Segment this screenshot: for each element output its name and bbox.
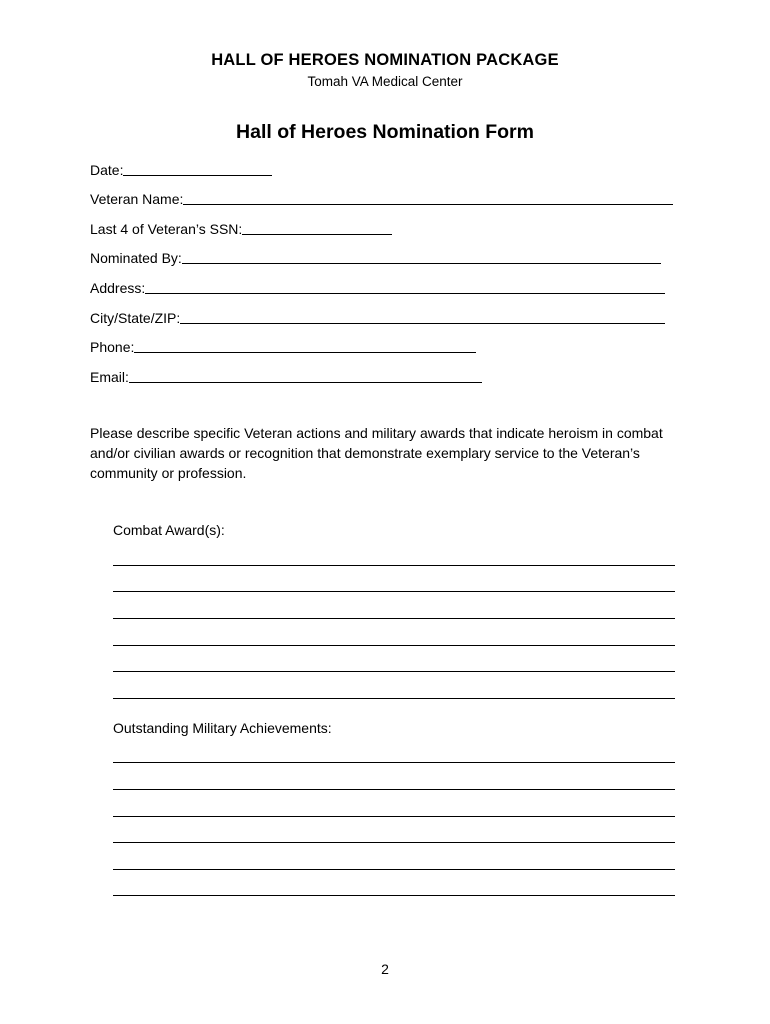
ssn-last4-label: Last 4 of Veteran’s SSN: [90, 221, 243, 237]
email-field[interactable] [90, 365, 482, 385]
email-label: Email: [90, 369, 129, 385]
city-state-zip-input-line[interactable] [180, 323, 665, 324]
nominated-by-field[interactable] [90, 246, 661, 266]
combat-awards-line-5[interactable] [113, 671, 675, 672]
city-state-zip-field[interactable] [90, 306, 665, 326]
ssn-last4-field[interactable] [90, 217, 392, 237]
veteran-name-label: Veteran Name: [90, 191, 184, 207]
city-state-zip-label: City/State/ZIP: [90, 310, 181, 326]
ssn-last4-input-line[interactable] [242, 234, 392, 235]
military-achievements-line-1[interactable] [113, 762, 675, 763]
combat-awards-line-2[interactable] [113, 591, 675, 592]
phone-label: Phone: [90, 339, 135, 355]
date-input-line[interactable] [123, 175, 272, 176]
phone-input-line[interactable] [134, 352, 476, 353]
page-number: 2 [381, 961, 389, 977]
combat-awards-line-4[interactable] [113, 645, 675, 646]
military-achievements-line-3[interactable] [113, 816, 675, 817]
email-input-line[interactable] [129, 382, 482, 383]
address-input-line[interactable] [145, 293, 665, 294]
address-field[interactable] [90, 276, 665, 296]
veteran-name-input-line[interactable] [183, 204, 673, 205]
combat-awards-label: Combat Award(s): [113, 522, 225, 538]
package-title: HALL OF HEROES NOMINATION PACKAGE [211, 51, 559, 69]
form-title: Hall of Heroes Nomination Form [236, 121, 534, 143]
military-achievements-line-6[interactable] [113, 895, 675, 896]
date-label: Date: [90, 162, 124, 178]
military-achievements-line-5[interactable] [113, 869, 675, 870]
package-subtitle: Tomah VA Medical Center [307, 74, 463, 89]
phone-field[interactable] [90, 335, 476, 355]
combat-awards-line-1[interactable] [113, 565, 675, 566]
combat-awards-line-3[interactable] [113, 618, 675, 619]
military-achievements-line-2[interactable] [113, 789, 675, 790]
address-label: Address: [90, 280, 146, 296]
veteran-name-field[interactable] [90, 187, 673, 207]
military-achievements-line-4[interactable] [113, 842, 675, 843]
date-field[interactable] [90, 158, 272, 178]
instructions-paragraph: Please describe specific Veteran actions and military awards that indicate heroism in combat and/or civilian awards or recognition that demonstrate exemplary service to the Veteran’s community or profession. [90, 425, 663, 481]
nominated-by-label: Nominated By: [90, 250, 182, 266]
military-achievements-label: Outstanding Military Achievements: [113, 720, 332, 736]
nominated-by-input-line[interactable] [182, 263, 661, 264]
combat-awards-line-6[interactable] [113, 698, 675, 699]
